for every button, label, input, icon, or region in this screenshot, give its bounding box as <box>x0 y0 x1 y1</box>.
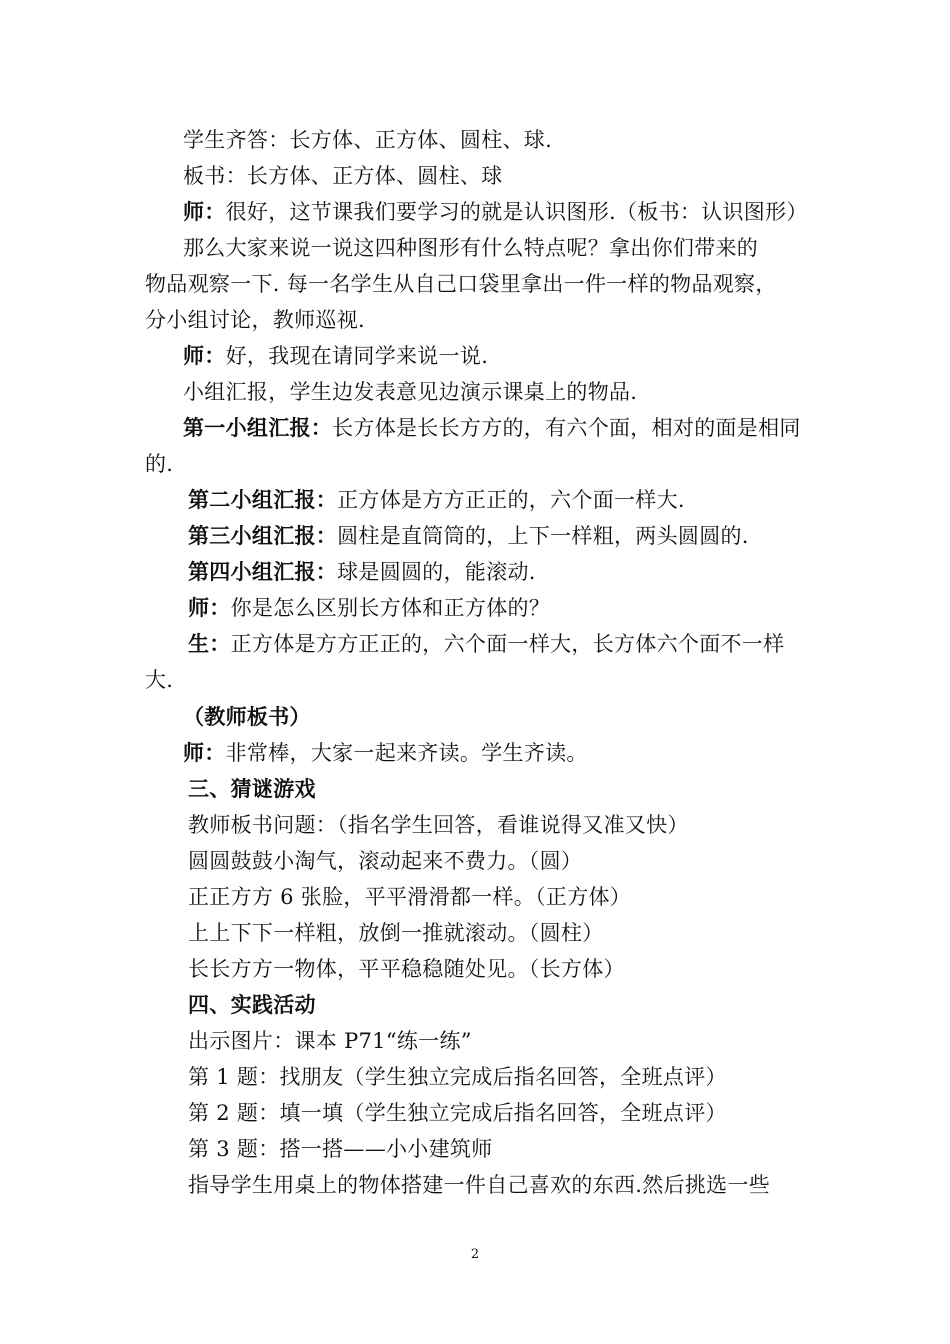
text-line <box>183 413 801 443</box>
line-text: 学生齐答：长方体、正方体、圆柱、球. <box>183 128 553 152</box>
line-text: 非常棒，大家一起来齐读。学生齐读。 <box>225 741 588 765</box>
line-text: 出示图片：课本 P71“练一练” <box>188 1029 472 1053</box>
bold-label: 第三小组汇报： <box>188 523 338 548</box>
text-line <box>188 1134 493 1164</box>
line-text: 那么大家来说一说这四种图形有什么特点呢？拿出你们带来的 <box>183 236 759 260</box>
line-text: 小组汇报，学生边发表意见边演示课桌上的物品. <box>183 380 638 404</box>
line-text: 圆柱是直筒筒的，上下一样粗，两头圆圆的. <box>337 524 749 548</box>
line-text: 球是圆圆的，能滚动. <box>337 560 536 584</box>
page-number: 2 <box>470 1247 480 1262</box>
line-text: 正正方方 6 张脸，平平滑滑都一样。（正方体） <box>188 885 632 909</box>
bold-label: 师： <box>183 199 226 224</box>
line-text: 正方体是方方正正的，六个面一样大，长方体六个面不一样 <box>230 632 785 656</box>
text-line <box>188 521 749 551</box>
text-line <box>183 125 552 155</box>
line-text: 上上下下一样粗，放倒一推就滚动。（圆柱） <box>188 921 604 945</box>
text-line <box>183 161 503 191</box>
text-line <box>145 269 777 299</box>
text-line <box>183 738 588 768</box>
bold-label: 师： <box>188 595 231 620</box>
bold-label: 生： <box>188 631 231 656</box>
line-text: 的. <box>145 452 174 476</box>
text-line <box>183 702 311 732</box>
bold-label: （教师板书） <box>183 704 311 729</box>
bold-label: 第四小组汇报： <box>188 559 338 584</box>
line-text: 第 2 题：填一填（学生独立完成后指名回答，全班点评） <box>188 1101 727 1125</box>
text-line <box>188 882 631 912</box>
line-text: 指导学生用桌上的物体搭建一件自己喜欢的东西.然后挑选一些 <box>188 1173 771 1197</box>
text-line <box>188 954 625 984</box>
text-line <box>188 774 316 804</box>
line-text: 圆圆鼓鼓小淘气，滚动起来不费力。（圆） <box>188 849 583 873</box>
text-line <box>188 629 784 659</box>
text-line <box>188 593 550 623</box>
text-line <box>188 846 582 876</box>
text-line <box>188 918 604 948</box>
text-line <box>145 305 365 335</box>
text-line <box>188 1062 727 1092</box>
line-text: 第 3 题：搭一搭——小小建筑师 <box>188 1137 493 1161</box>
line-text: 好，我现在请同学来说一说. <box>225 344 489 368</box>
text-line <box>145 665 173 695</box>
text-line <box>188 557 536 587</box>
line-text: 很好，这节课我们要学习的就是认识图形.（板书：认识图形） <box>225 200 808 224</box>
bold-label: 师： <box>183 740 226 765</box>
text-line <box>188 1098 727 1128</box>
bold-label: 三、猜谜游戏 <box>188 776 316 801</box>
text-line <box>188 810 689 840</box>
line-text: 长长方方一物体，平平稳稳随处见。（长方体） <box>188 957 625 981</box>
line-text: 第 1 题：找朋友（学生独立完成后指名回答，全班点评） <box>188 1065 727 1089</box>
text-line <box>145 449 173 479</box>
line-text: 分小组讨论，教师巡视. <box>145 308 365 332</box>
line-text: 你是怎么区别长方体和正方体的？ <box>230 596 551 620</box>
line-text: 大. <box>145 668 174 692</box>
text-line <box>188 1170 770 1200</box>
text-line <box>188 990 316 1020</box>
line-text: 板书：长方体、正方体、圆柱、球 <box>183 164 503 188</box>
text-line <box>188 485 685 515</box>
bold-label: 师： <box>183 343 226 368</box>
text-line <box>183 341 488 371</box>
text-line <box>183 197 808 227</box>
line-text: 长方体是长长方方的，有六个面，相对的面是相同 <box>332 416 801 440</box>
text-line <box>183 377 637 407</box>
line-text: 正方体是方方正正的，六个面一样大. <box>337 488 685 512</box>
bold-label: 第一小组汇报： <box>183 415 333 440</box>
bold-label: 第二小组汇报： <box>188 487 338 512</box>
line-text: 物品观察一下. 每一名学生从自己口袋里拿出一件一样的物品观察， <box>145 272 777 296</box>
text-line <box>188 1026 472 1056</box>
bold-label: 四、实践活动 <box>188 992 316 1017</box>
text-line <box>183 233 758 263</box>
line-text: 教师板书问题：（指名学生回答，看谁说得又准又快） <box>188 813 689 837</box>
